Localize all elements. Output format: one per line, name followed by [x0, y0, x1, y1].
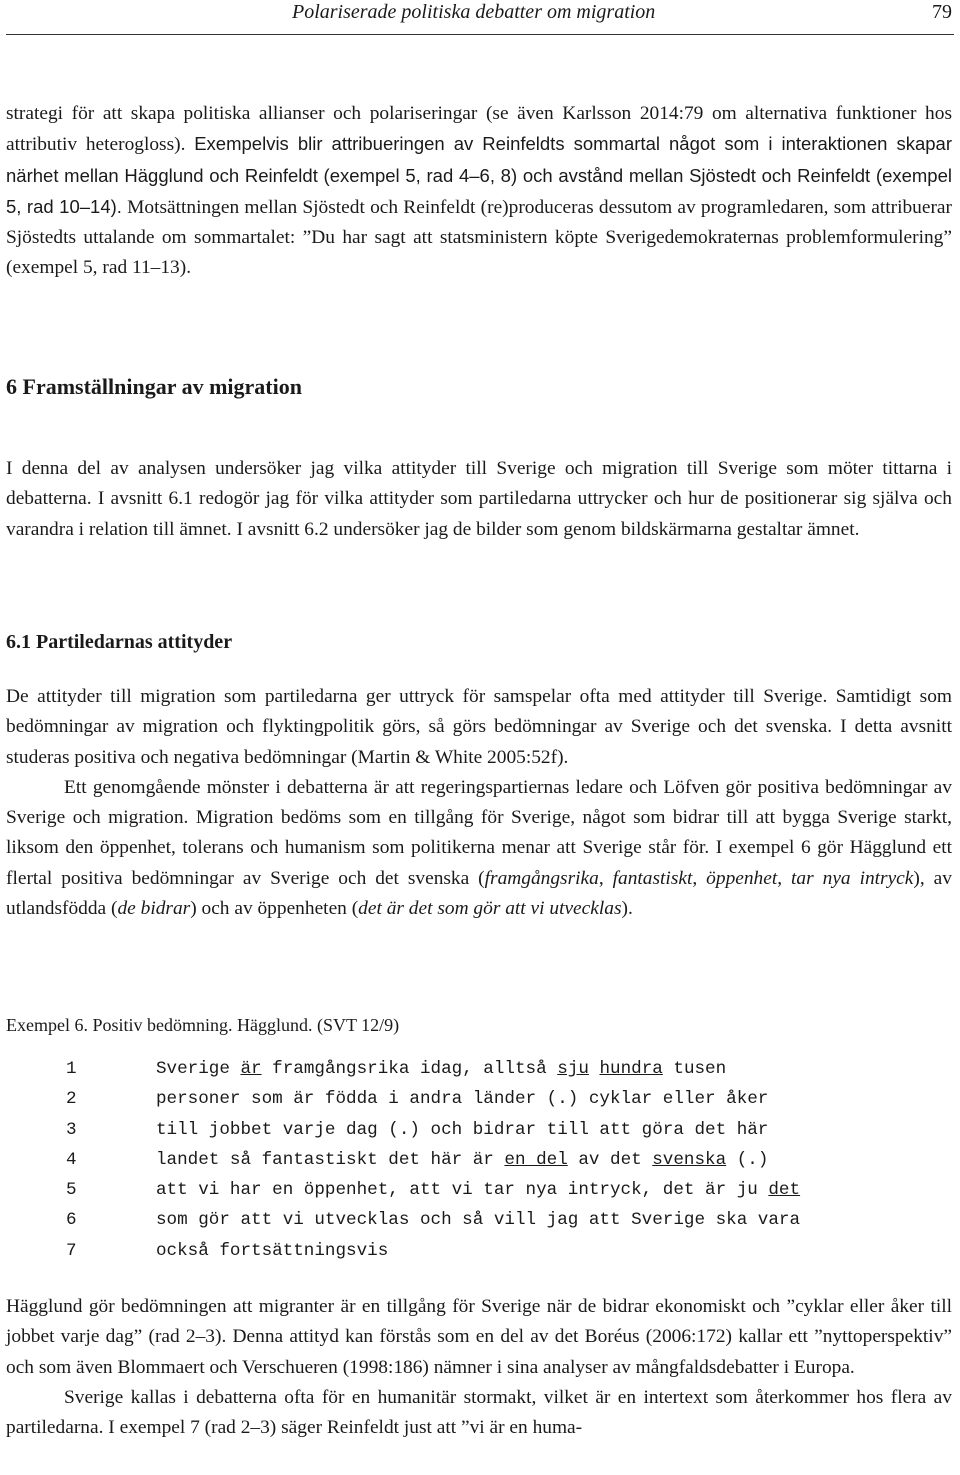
line-text: Sverige	[156, 1059, 241, 1079]
quoted-term: öppenhet	[706, 867, 778, 889]
line-text: till jobbet varje dag (.) och bidrar till att göra det här	[156, 1119, 769, 1140]
running-title: Polariserade politiska debatter om migration	[292, 1, 656, 23]
para2-text: ).	[621, 898, 633, 920]
line-text: också fortsättningsvis	[156, 1240, 389, 1261]
section-6-1-body	[6, 682, 952, 924]
section-6-heading: 6 Framställningar av migration	[6, 374, 302, 399]
section-6-1-para-2	[6, 773, 952, 924]
line-text: personer som är födda i andra länder (.) cyklar eller åker	[156, 1089, 769, 1110]
section-6-1-para-1: De attityder till migration som partiledarna ger uttryck för samspelar ofta med attityder till Sverige. Samtidigt som bedömningar av migration och flyktingpolitik görs, så görs bedömningar av Sverige och det svenska. I detta avsnitt studeras positiva och negativa bedömningar (Martin & White 2005:52f).	[6, 686, 952, 768]
page-number: 79	[932, 1, 952, 23]
header-rule	[6, 34, 954, 35]
line-text: av det	[567, 1149, 653, 1170]
line-text: (.)	[726, 1149, 769, 1170]
line-number: 4	[66, 1149, 77, 1170]
quoted-term: det är det som gör att vi utvecklas	[358, 898, 622, 920]
quoted-term: tar nya intryck	[791, 867, 914, 889]
line-text: tusen	[662, 1059, 727, 1079]
transcript-line	[66, 1115, 956, 1145]
transcript	[66, 1054, 956, 1266]
para1-sentence-a: strategi för att skapa politiska allianser och polariseringar (se även Karlsson 2014:79 om alternativa funktioner hos attributiv heterogloss).	[6, 103, 952, 156]
transcript-line	[66, 1175, 956, 1205]
line-text: framgångsrika idag, alltså	[261, 1059, 558, 1079]
line-number: 1	[66, 1059, 77, 1079]
closing-para-1: Hägglund gör bedömningen att migranter är en tillgång för Sverige när de bidrar ekonomiskt och ”cyklar eller åker till jobbet varje dag” (rad 2–3). Denna attityd kan förstås som en del av det Boréus (2006:172) kallar ett ”nyttoperspektiv” och som även Blommaert och Verschueren (1998:186) nämner i sina analyser av mångfaldsdebatter i Europa.	[6, 1296, 952, 1378]
line-number: 2	[66, 1089, 77, 1110]
line-text: som gör att vi utvecklas och så vill jag att Sverige ska vara	[156, 1210, 801, 1231]
underlined-word: svenska	[652, 1149, 727, 1170]
line-number: 6	[66, 1210, 77, 1231]
transcript-line	[66, 1205, 956, 1235]
para1-sentence-c: Motsättningen mellan Sjöstedt och Reinfeldt (re)produceras dessutom av programledaren, som attribuerar Sjöstedts uttalande om sommartalet: ”Du har sagt att statsministern köpte Sverigedemokraternas problemformulering” (exempel 5, rad 11–13).	[6, 196, 952, 279]
page-header	[6, 0, 954, 26]
quoted-term: de bidrar	[117, 898, 191, 920]
quoted-term: framgångsrika	[484, 867, 599, 889]
line-number: 7	[66, 1240, 77, 1261]
underlined-word: är	[240, 1059, 262, 1079]
para1-sentence-b: Exempelvis blir attribueringen av Reinfeldts sommartal något som i interaktionen skapar närhet mellan Hägglund och Reinfeldt (exempel 5, rad 4–6, 8) och avstånd mellan Sjöstedt och Reinfeldt (exempel 5, rad 10–14).	[6, 133, 952, 217]
para2-text: Ett genomgående mönster i debatterna är att regeringspartiernas ledare och Löfven gör positiva bedömningar av Sverige och migration. Migration bedöms som en tillgång för Sverige, något som bidrar till att bygga Sverige starkt, liksom den öppenhet, tolerans och humanism som politikerna menar att Sverige står för. I exempel 6 gör Hägglund ett flertal positiva bedömningar av Sverige och det svenska (	[6, 776, 952, 889]
underlined-word: sju	[557, 1059, 589, 1079]
closing-body	[6, 1292, 952, 1443]
para2-text: ) och av öppenheten (	[190, 898, 359, 920]
para2-text: ,	[692, 867, 707, 889]
underlined-word: hundra	[599, 1059, 663, 1079]
example-caption: Exempel 6. Positiv bedömning. Hägglund. (SVT 12/9)	[6, 1015, 400, 1035]
line-number: 5	[66, 1180, 77, 1201]
body-paragraph-1	[6, 99, 952, 284]
line-text: att vi har en öppenhet, att vi tar nya intryck, det är ju	[156, 1180, 769, 1201]
section-6-1-heading: 6.1 Partiledarnas attityder	[6, 631, 233, 653]
underlined-word: en del	[504, 1149, 568, 1170]
transcript-line	[66, 1236, 956, 1266]
para2-text: ,	[777, 867, 792, 889]
closing-para-2: Sverige kallas i debatterna ofta för en humanitär stormakt, vilket är en intertext som återkommer hos flera av partiledarna. I exempel 7 (rad 2–3) säger Reinfeldt just att ”vi är en huma-	[6, 1386, 952, 1439]
line-text: landet så fantastiskt det här är	[156, 1149, 505, 1170]
underlined-word: det	[768, 1180, 801, 1201]
para2-text: ,	[598, 867, 613, 889]
line-number: 3	[66, 1119, 77, 1140]
transcript-line	[66, 1145, 956, 1175]
para2-text: ), av utlandsfödda (	[6, 867, 952, 920]
line-text	[589, 1059, 600, 1079]
transcript-line	[66, 1084, 956, 1114]
section-6-intro-text: I denna del av analysen undersöker jag vilka attityder till Sverige och migration till Sverige som möter tittarna i debatterna. I avsnitt 6.1 redogör jag för vilka attityder som partiledarna uttrycker och hur de positionerar sig själva och varandra i relation till ämnet. I avsnitt 6.2 undersöker jag de bilder som genom bildskärmarna gestaltar ämnet.	[6, 458, 952, 540]
quoted-term: fantastiskt	[612, 867, 693, 889]
transcript-line	[66, 1054, 956, 1084]
section-6-intro	[6, 454, 952, 545]
